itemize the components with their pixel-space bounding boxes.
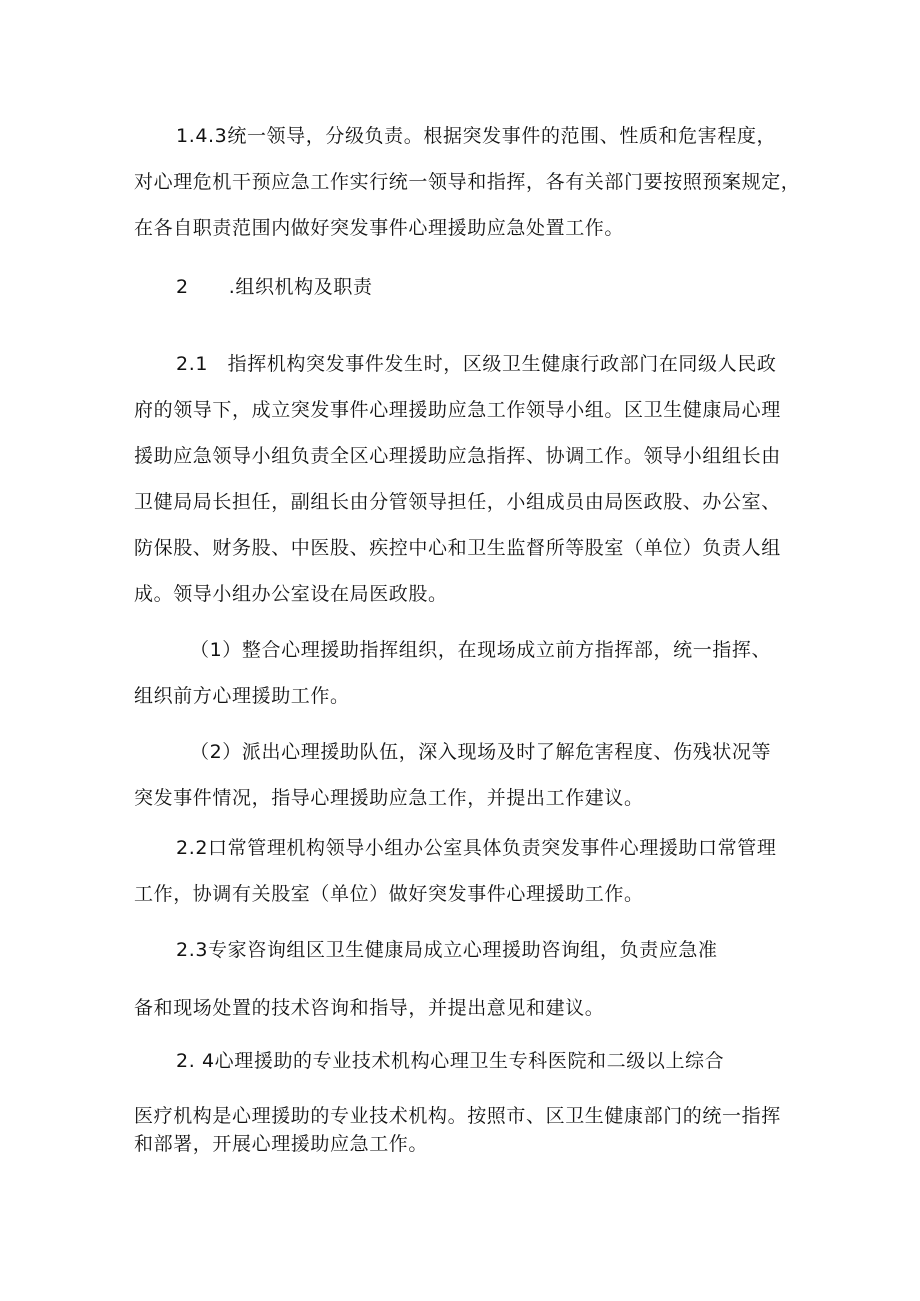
paragraph-line: 成。领导小组办公室设在局医政股。: [134, 583, 448, 605]
paragraph-line: 卫健局局长担任，副组长由分管领导担任，小组成员由局医政股、办公室、: [134, 491, 781, 513]
paragraph-line: 府的领导下，成立突发事件心理援助应急工作领导小组。区卫生健康局心理: [134, 399, 781, 421]
paragraph-line: 医疗机构是心理援助的专业技术机构。按照市、区卫生健康部门的统一指挥: [134, 1105, 781, 1127]
paragraph-line: 在各自职责范围内做好突发事件心理援助应急处置工作。: [134, 217, 625, 239]
paragraph-line: 工作，协调有关股室（单位）做好突发事件心理援助工作。: [134, 883, 644, 905]
list-item-line: 组织前方心理援助工作。: [134, 685, 350, 707]
paragraph-line: 对心理危机干预应急工作实行统一领导和指挥，各有关部门要按照预案规定，: [134, 171, 801, 193]
paragraph-line: 和部署，开展心理援助应急工作。: [134, 1133, 429, 1155]
section-heading: [176, 275, 373, 299]
paragraph-line: 援助应急领导小组负责全区心理援助应急指挥、协调工作。领导小组组长由: [134, 445, 781, 467]
paragraph-line: 备和现场处置的技术咨询和指导，并提出意见和建议。: [134, 997, 605, 1019]
list-item-line: （2）派出心理援助队伍，深入现场及时了解危害程度、伤残状况等: [190, 741, 772, 763]
paragraph-line: 2. 4心理援助的专业技术机构心理卫生专科医院和二级以上综合: [176, 1050, 725, 1072]
section-title: .组织机构及职责: [228, 276, 373, 298]
paragraph-line: 2.1 指挥机构突发事件发生时，区级卫生健康行政部门在同级人民政: [176, 353, 777, 375]
paragraph-line: 2.2口常管理机构领导小组办公室具体负责突发事件心理援助口常管理: [176, 837, 777, 859]
section-number: 2: [176, 276, 189, 298]
paragraph-line: 防保股、财务股、中医股、疾控中心和卫生监督所等股室（单位）负责人组: [134, 537, 781, 559]
list-item-line: （1）整合心理援助指挥组织，在现场成立前方指挥部，统一指挥、: [190, 639, 772, 661]
paragraph-line: 1.4.3统一领导，分级负责。根据突发事件的范围、性质和危害程度，: [176, 125, 777, 147]
paragraph-line: 2.3专家咨询组区卫生健康局成立心理援助咨询组，负责应急准: [176, 939, 718, 961]
list-item-line: 突发事件情况，指导心理援助应急工作，并提出工作建议。: [134, 787, 644, 809]
